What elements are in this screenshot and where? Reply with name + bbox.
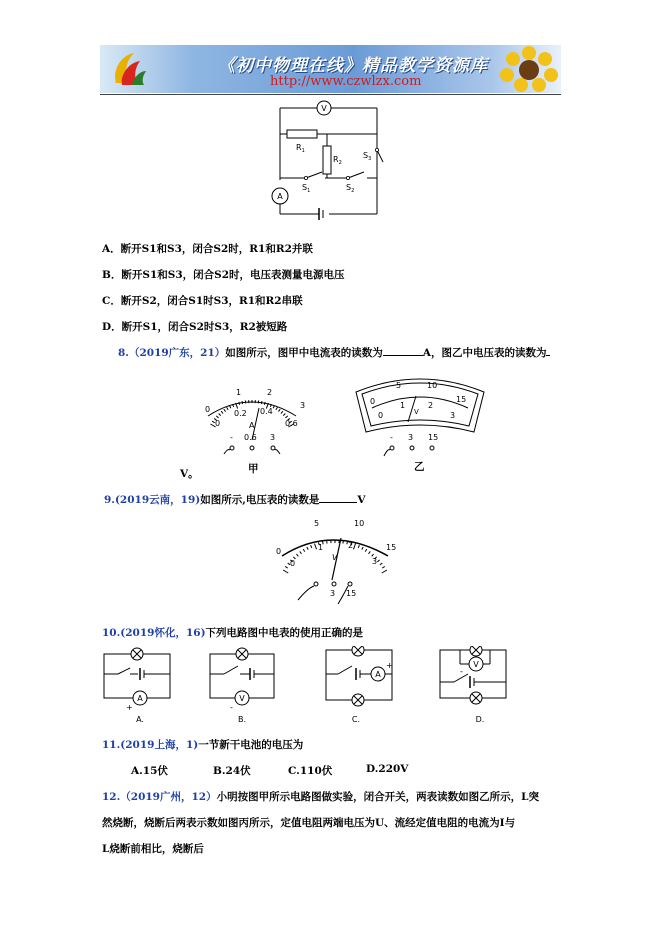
q8-ammeter-dial	[196, 378, 316, 458]
dial-tick	[283, 413, 285, 415]
dial-tick	[353, 544, 355, 550]
q7-option-a: A．断开S1和S3，闭合S2时，R1和R2并联	[102, 243, 313, 255]
q11-option-d: D.220V	[366, 763, 409, 775]
q10-caption-b: B.	[237, 715, 247, 724]
q9-answer-blank[interactable]	[319, 492, 357, 503]
q8-answer-blank-a[interactable]	[383, 345, 423, 356]
header-url[interactable]: http://www.czwlzx.com	[270, 74, 422, 89]
q7-label-s1: $S_1$	[302, 183, 311, 194]
q11-text: 一节新干电池的电压为	[198, 739, 304, 751]
q8-source: 8.（2019广东，21）	[118, 347, 226, 359]
q8-voltmeter-inner-tick: 1	[400, 401, 406, 410]
q8-ammeter-terminal: -	[230, 433, 233, 442]
q10-meter-symbol: A	[375, 670, 381, 679]
q9-unit: V	[357, 494, 366, 506]
q8-voltmeter-symbol: V	[414, 408, 419, 416]
dial-tick	[224, 409, 226, 411]
logo-icon	[108, 49, 148, 89]
q8-voltmeter-terminal: 15	[428, 433, 439, 442]
dial-tick	[380, 563, 382, 565]
q8-ammeter-inner-tick: 0.6	[285, 419, 298, 428]
q8-ammeter-inner-tick: 0.2	[234, 409, 247, 418]
dial-tick	[278, 409, 280, 411]
dial-tick	[264, 402, 265, 405]
sunflower-icon	[495, 45, 561, 93]
q12-line1: 小明按图甲所示电路图做实验，闭合开关，两表读数如图乙所示，L突	[216, 791, 539, 803]
q8-unit-v: V。	[180, 468, 199, 480]
q10-meter-symbol: V	[473, 660, 479, 669]
header-banner	[100, 45, 561, 93]
q8-ammeter-caption: 甲	[248, 463, 259, 475]
q8-ammeter-outer-tick: 0	[205, 405, 211, 414]
dial-tick	[296, 554, 298, 556]
q9-outer-tick: 5	[314, 519, 320, 528]
dial-tick	[216, 416, 218, 418]
dial-tick	[369, 551, 371, 553]
q10-source: 10.(2019怀化，16)	[102, 627, 206, 639]
dial-tick	[307, 547, 308, 550]
dial-tick	[276, 407, 278, 410]
dial-tick	[314, 544, 316, 550]
q12-line2: 然烧断，烧断后两表示数如图丙所示，定值电阻两端电压为U、流经定值电阻的电流为I与	[102, 817, 516, 829]
q8-voltmeter-outer-tick: 10	[427, 381, 438, 390]
q8-ammeter-terminal: 3	[270, 433, 276, 442]
header-rule	[100, 94, 561, 95]
dial-tick	[377, 560, 379, 562]
q8-text: 如图所示，图甲中电流表的读数为	[225, 347, 383, 359]
q8-voltmeter-dial	[350, 368, 490, 468]
dial-tick	[382, 566, 384, 568]
q10-question	[102, 625, 363, 640]
q9-terminal: 3	[330, 589, 336, 598]
dial-tick	[303, 549, 305, 552]
dial-tick	[382, 570, 387, 573]
q7-voltmeter-symbol: V	[321, 104, 327, 113]
dial-tick	[285, 416, 287, 418]
q9-outer-tick: 15	[386, 543, 397, 552]
dial-tick	[365, 549, 367, 552]
dial-tick	[362, 547, 363, 550]
dial-tick	[281, 411, 283, 413]
q11-source: 11.(2019上海，1)	[102, 739, 199, 751]
q9-inner-tick: 1	[318, 543, 324, 552]
q8-question	[118, 345, 550, 360]
dial-tick	[283, 570, 288, 573]
q10-meter-symbol: V	[239, 694, 245, 703]
q7-option-d: D．断开S1，闭合S2时S3，R2被短路	[102, 321, 288, 333]
q10-text: 下列电路图中电表的使用正确的是	[205, 627, 364, 639]
q8-voltmeter-terminal: -	[390, 433, 393, 442]
q7-ammeter-symbol: A	[277, 192, 283, 201]
q8-ammeter-outer-tick: 2	[267, 388, 273, 397]
q8-voltmeter-outer-tick: 5	[396, 381, 402, 390]
dial-tick	[372, 554, 374, 556]
q8-unit-a: A，图乙中电压表的读数为	[422, 347, 547, 359]
q8-voltmeter-terminal: 3	[408, 433, 414, 442]
q10-caption-d: D.	[475, 715, 485, 724]
q11-question	[102, 737, 303, 752]
q9-voltmeter-symbol: V	[332, 553, 338, 562]
q11-option-c: C.110伏	[288, 765, 333, 777]
dial-tick	[311, 545, 312, 548]
q10-sign: -	[460, 667, 463, 676]
q8-voltmeter-inner-tick: 2	[428, 401, 434, 410]
q12-line3: L烧断前相比，烧断后	[102, 843, 204, 855]
q10-sign: -	[230, 703, 233, 712]
dial-tick	[285, 566, 287, 568]
q8-voltmeter-inner-tick: 0	[378, 411, 384, 420]
q10-caption-c: C.	[351, 715, 361, 724]
dial-tick	[239, 402, 240, 405]
q10-caption-a: A.	[136, 715, 144, 724]
q7-option-c: C．断开S2，闭合S1时S3，R1和R2串联	[102, 295, 303, 307]
dial-tick	[229, 406, 230, 409]
q11-option-a: A.15伏	[131, 765, 168, 777]
q8-voltmeter-caption: 乙	[414, 461, 425, 473]
q10-sign: +	[386, 661, 393, 670]
q12-source: 12.（2019广州，12）	[102, 791, 217, 803]
dial-tick	[219, 413, 221, 415]
q8-answer-blank-v[interactable]	[546, 345, 550, 356]
q10-circuits	[100, 646, 530, 728]
q9-text: 如图所示,电压表的读数是	[200, 494, 320, 506]
q7-label-r1: $R_1$	[296, 143, 305, 154]
q8-voltmeter-outer-tick: 15	[456, 395, 467, 404]
q7-label-r2: $R_2$	[333, 155, 342, 166]
q9-terminal: 15	[346, 589, 357, 598]
header-title: 《初中物理在线》精品教学资源库	[218, 56, 488, 76]
q9-source: 9.(2019云南，19)	[104, 494, 201, 506]
q8-ammeter-outer-tick: 3	[300, 401, 306, 410]
q9-voltmeter-dial	[268, 514, 398, 606]
q8-voltmeter-outer-tick: 0	[370, 397, 376, 406]
dial-tick	[358, 545, 359, 548]
dial-tick	[261, 401, 262, 404]
q8-ammeter-inner-tick: 0	[215, 419, 221, 428]
q8-ammeter-terminal: 0.6	[244, 433, 257, 442]
q10-meter-symbol: A	[137, 694, 143, 703]
q9-inner-tick: 2	[348, 541, 354, 550]
q9-inner-tick: 3	[372, 557, 378, 566]
q7-label-s2: $S_2$	[346, 183, 355, 194]
q11-option-b: B.24伏	[213, 765, 251, 777]
q7-label-s3: $S_3$	[363, 151, 372, 162]
q10-sign: +	[126, 703, 133, 712]
dial-tick	[300, 551, 302, 553]
q7-circuit-diagram	[270, 98, 385, 220]
dial-tick	[227, 407, 229, 410]
q8-ammeter-symbol: A	[249, 421, 255, 430]
q9-question	[104, 492, 366, 507]
q8-ammeter-inner-tick: 0.4	[260, 407, 273, 416]
q8-ammeter-outer-tick: 1	[236, 388, 242, 397]
q8-voltmeter-inner-tick: 3	[450, 411, 456, 420]
dial-tick	[242, 401, 243, 404]
q9-outer-tick: 10	[354, 519, 365, 528]
dial-tick	[273, 406, 274, 409]
q9-outer-tick: 0	[276, 547, 282, 556]
q9-inner-tick: 0	[290, 559, 296, 568]
q12-question-line1	[102, 789, 539, 804]
q7-option-b: B．断开S1和S3，闭合S2时，电压表测量电源电压	[102, 269, 345, 281]
dial-tick	[221, 411, 223, 413]
